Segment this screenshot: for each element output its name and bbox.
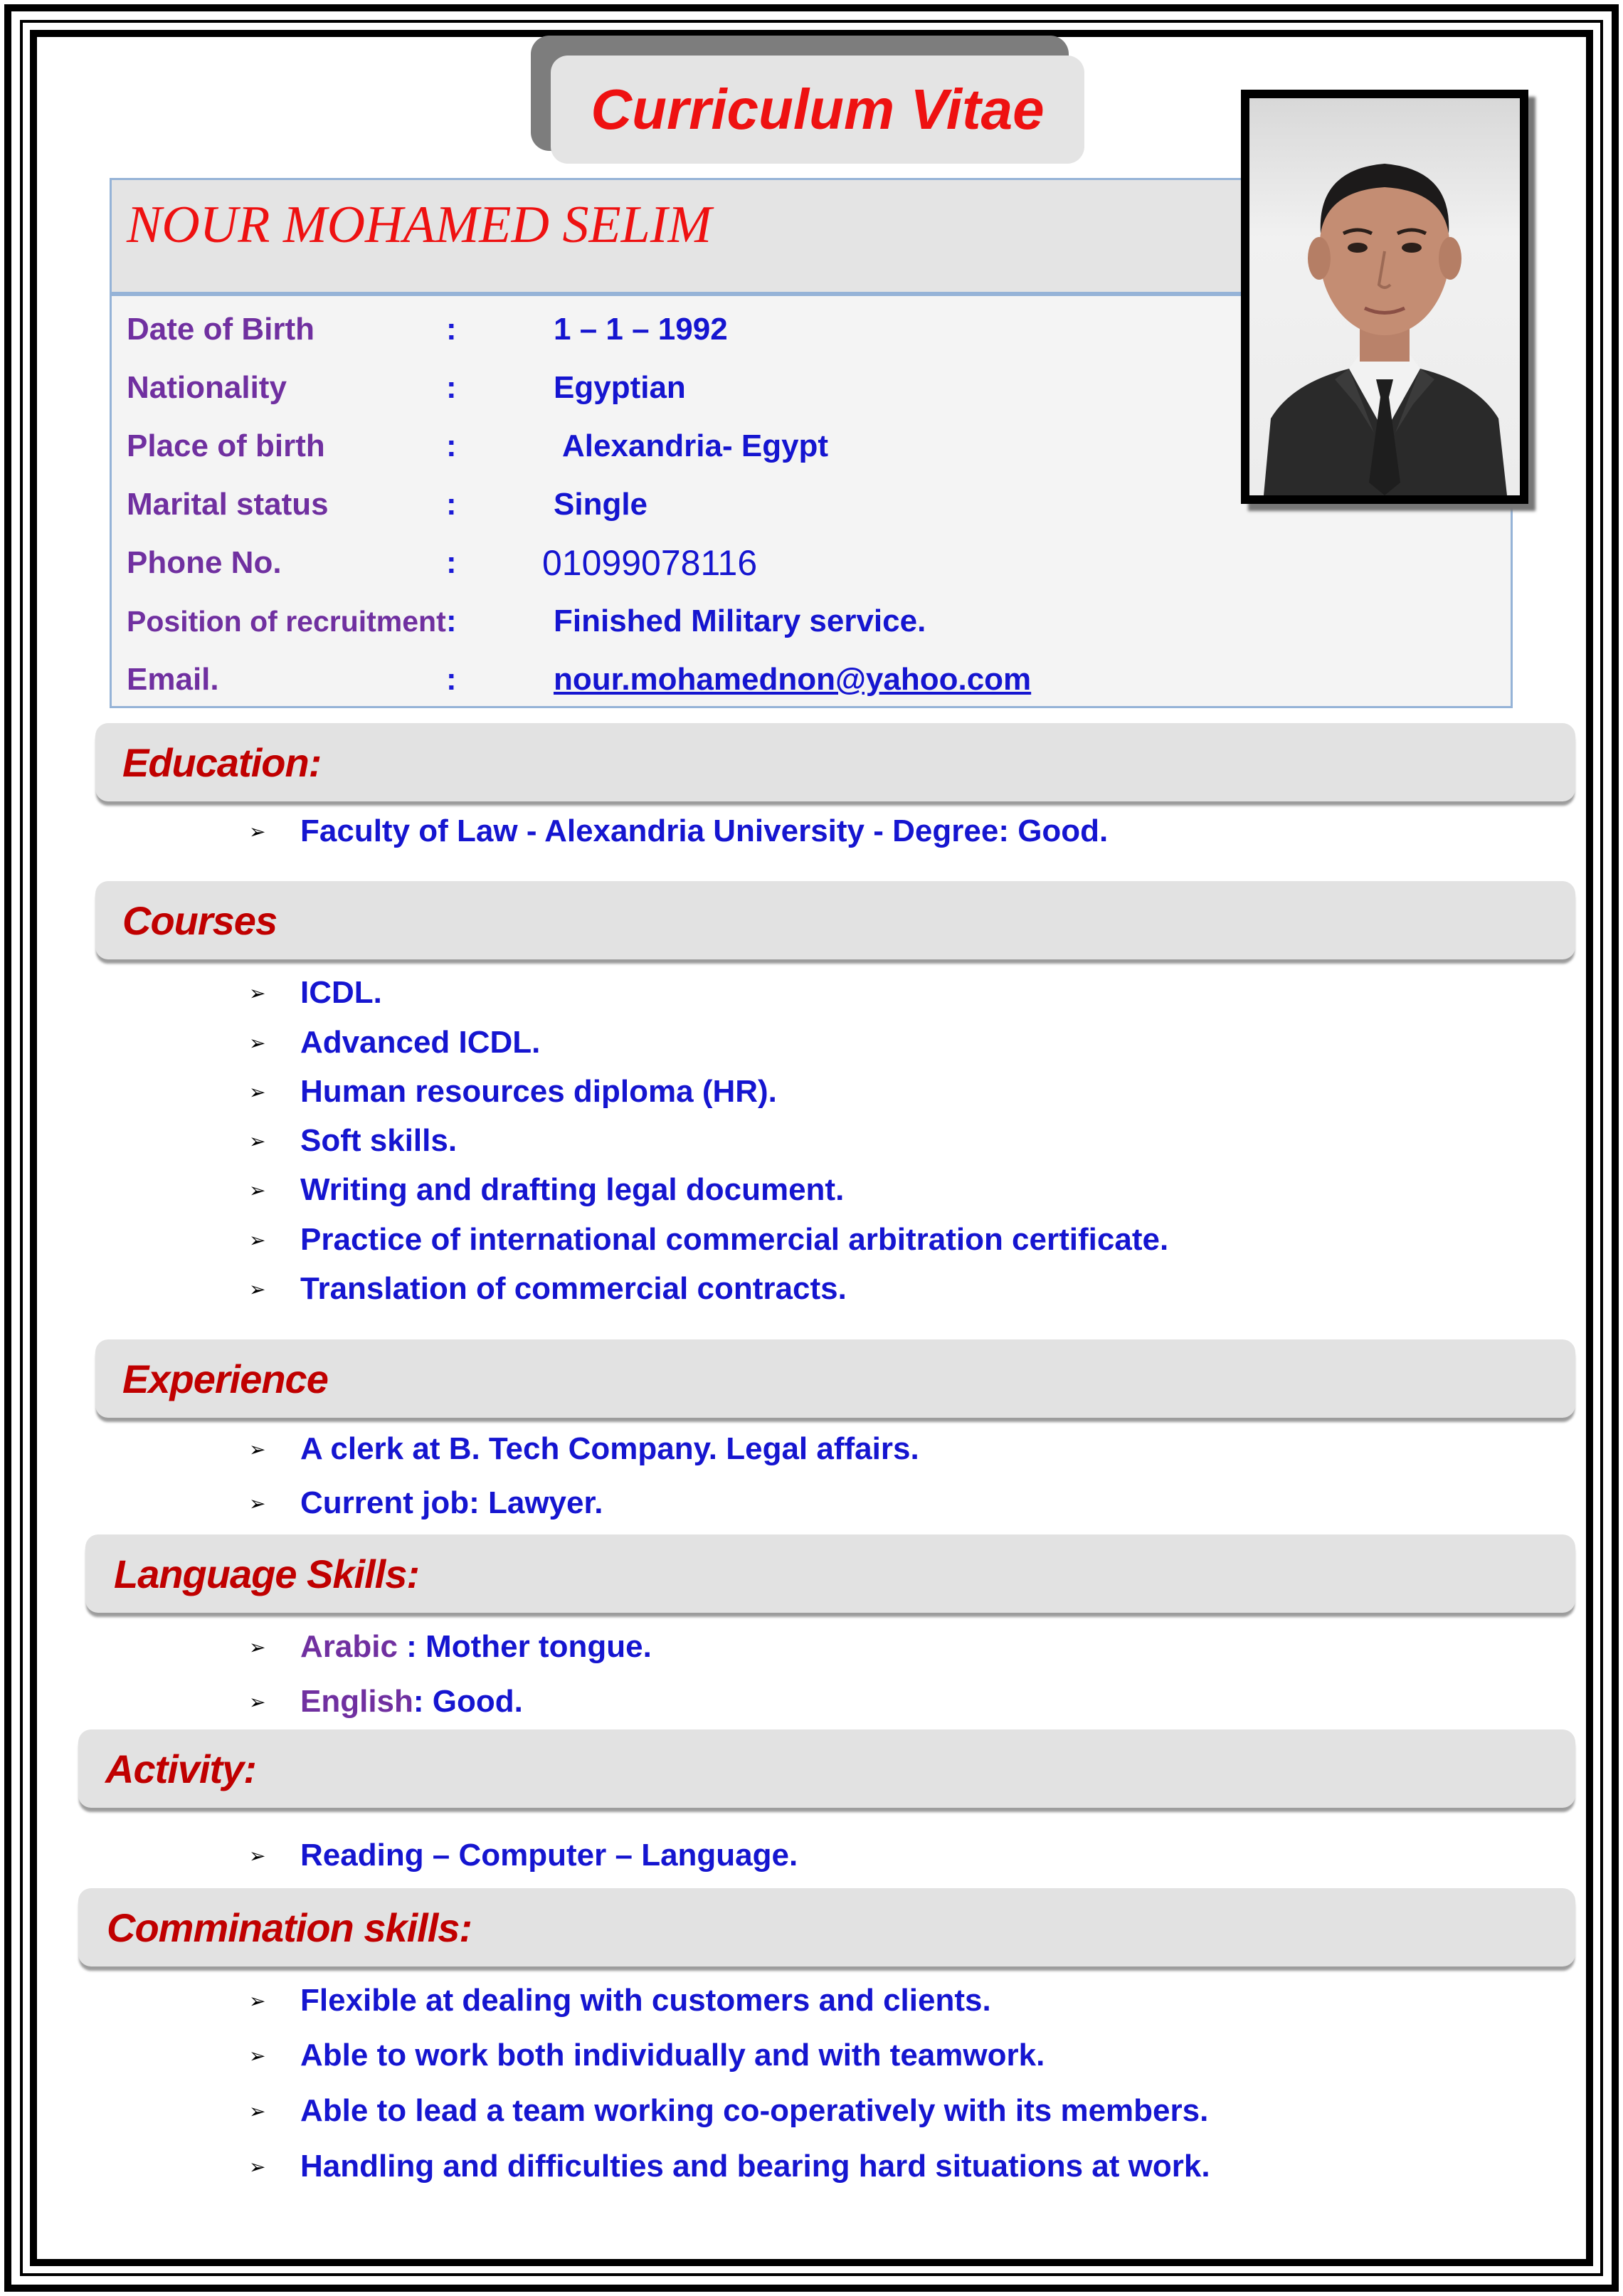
bullet-arrow-icon: ➢ bbox=[249, 2100, 266, 2122]
info-value: Egyptian bbox=[554, 370, 686, 405]
info-colon: : bbox=[446, 604, 457, 638]
info-colon: : bbox=[446, 370, 457, 405]
list-item bbox=[249, 1428, 919, 1470]
list-item-text: Writing and drafting legal document. bbox=[300, 1172, 845, 1207]
bullet-arrow-icon: ➢ bbox=[249, 2044, 266, 2067]
list-item-text: Soft skills. bbox=[300, 1123, 458, 1158]
info-label: Date of Birth bbox=[127, 312, 314, 347]
info-value: Finished Military service. bbox=[554, 604, 926, 638]
section-header-activity bbox=[78, 1729, 1575, 1808]
list-item bbox=[249, 2145, 1210, 2188]
info-value: 1 – 1 – 1992 bbox=[554, 312, 728, 347]
info-label: Email. bbox=[127, 662, 219, 697]
section-header-courses bbox=[95, 881, 1575, 959]
list-item bbox=[249, 1834, 798, 1877]
bullet-arrow-icon: ➢ bbox=[249, 1989, 266, 2012]
section-title: Education: bbox=[122, 739, 322, 785]
list-item-text: Translation of commercial contracts. bbox=[300, 1271, 847, 1306]
language-name: English bbox=[300, 1684, 413, 1719]
list-item-text: Human resources diploma (HR). bbox=[300, 1074, 777, 1109]
list-item bbox=[249, 1169, 844, 1211]
bullet-arrow-icon: ➢ bbox=[249, 1129, 266, 1152]
phone-value: 01099078116 bbox=[542, 543, 758, 583]
section-title: Activity: bbox=[105, 1746, 256, 1791]
info-row-phone bbox=[0, 545, 1623, 595]
bullet-arrow-icon: ➢ bbox=[249, 1438, 266, 1460]
page-title: Curriculum Vitae bbox=[591, 78, 1045, 141]
section-header-education bbox=[95, 723, 1575, 801]
info-colon: : bbox=[446, 428, 457, 463]
list-item bbox=[249, 2090, 1208, 2132]
info-row-recruitment bbox=[0, 604, 1623, 653]
list-item-text: Able to lead a team working co-operatively with its members. bbox=[300, 2093, 1209, 2128]
list-item-text: A clerk at B. Tech Company. Legal affairs. bbox=[300, 1431, 919, 1466]
list-item bbox=[249, 1021, 540, 1064]
info-row-email bbox=[0, 662, 1623, 712]
section-title: Courses bbox=[122, 897, 277, 943]
list-item bbox=[249, 1680, 523, 1723]
bullet-arrow-icon: ➢ bbox=[249, 1690, 266, 1713]
list-item bbox=[249, 1218, 1168, 1261]
list-item-text: Flexible at dealing with customers and clients. bbox=[300, 1983, 991, 2018]
bullet-arrow-icon: ➢ bbox=[249, 1031, 266, 1054]
bullet-arrow-icon: ➢ bbox=[249, 820, 266, 843]
bullet-arrow-icon: ➢ bbox=[249, 1492, 266, 1515]
list-item-text: Current job: Lawyer. bbox=[300, 1485, 603, 1520]
candidate-name: NOUR MOHAMED SELIM bbox=[127, 196, 712, 254]
section-header-languages bbox=[85, 1534, 1575, 1613]
section-header-communication bbox=[78, 1888, 1575, 1966]
bullet-arrow-icon: ➢ bbox=[249, 1844, 266, 1867]
list-item-text: Faculty of Law - Alexandria University - Degree: Good. bbox=[300, 813, 1109, 848]
info-colon: : bbox=[446, 662, 457, 697]
list-item bbox=[249, 1626, 652, 1668]
bullet-arrow-icon: ➢ bbox=[249, 1278, 266, 1300]
title-box bbox=[551, 56, 1084, 164]
section-title: Language Skills: bbox=[114, 1551, 419, 1596]
email-link[interactable]: nour.mohamednon@yahoo.com bbox=[554, 662, 1032, 697]
list-item bbox=[249, 1120, 457, 1162]
info-value: Alexandria- Egypt bbox=[562, 428, 829, 463]
list-item bbox=[249, 1070, 777, 1113]
portrait-icon bbox=[1249, 98, 1520, 495]
info-label: Phone No. bbox=[127, 545, 282, 580]
list-item bbox=[249, 1482, 603, 1524]
list-item bbox=[249, 1979, 991, 2022]
info-label: Marital status bbox=[127, 487, 329, 522]
list-item-text: Able to work both individually and with teamwork. bbox=[300, 2038, 1045, 2073]
info-label: Position of recruitment bbox=[127, 605, 446, 638]
list-item bbox=[249, 971, 382, 1014]
list-item-text: Practice of international commercial arbitration certificate. bbox=[300, 1222, 1169, 1257]
info-colon: : bbox=[446, 312, 457, 347]
list-item-text: ICDL. bbox=[300, 975, 382, 1010]
bullet-arrow-icon: ➢ bbox=[249, 1080, 266, 1103]
portrait-photo bbox=[1241, 90, 1528, 504]
list-item-text: Advanced ICDL. bbox=[300, 1025, 541, 1060]
info-label: Place of birth bbox=[127, 428, 325, 463]
list-item bbox=[249, 810, 1108, 853]
language-level: : Good. bbox=[413, 1684, 523, 1719]
bullet-arrow-icon: ➢ bbox=[249, 1636, 266, 1658]
bullet-arrow-icon: ➢ bbox=[249, 981, 266, 1004]
language-name: Arabic bbox=[300, 1629, 398, 1664]
section-title: Experience bbox=[122, 1356, 328, 1401]
bullet-arrow-icon: ➢ bbox=[249, 1228, 266, 1251]
info-colon: : bbox=[446, 545, 457, 580]
list-item-text: Reading – Computer – Language. bbox=[300, 1838, 798, 1873]
info-label: Nationality bbox=[127, 370, 287, 405]
list-item-text: Handling and difficulties and bearing hard situations at work. bbox=[300, 2149, 1210, 2184]
section-title: Commination skills: bbox=[107, 1905, 472, 1950]
bullet-arrow-icon: ➢ bbox=[249, 2155, 266, 2178]
language-level: : Mother tongue. bbox=[397, 1629, 652, 1664]
list-item bbox=[249, 1268, 847, 1310]
section-header-experience bbox=[95, 1339, 1575, 1418]
list-item bbox=[249, 2034, 1045, 2077]
info-value: Single bbox=[554, 487, 648, 522]
info-colon: : bbox=[446, 487, 457, 522]
bullet-arrow-icon: ➢ bbox=[249, 1179, 266, 1201]
